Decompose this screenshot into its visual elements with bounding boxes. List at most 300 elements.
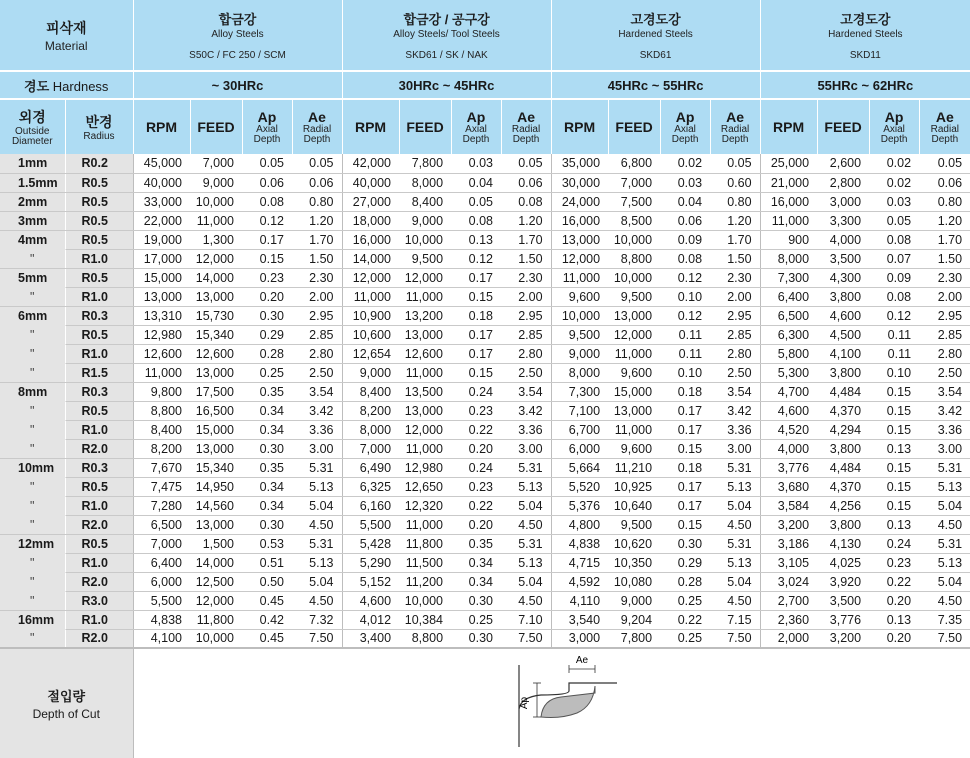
value-cell: 0.12 [242, 211, 292, 230]
value-cell: 3,776 [817, 610, 869, 629]
value-cell: 5.31 [710, 534, 760, 553]
value-cell: 0.17 [660, 477, 710, 496]
value-cell: 8,000 [342, 420, 399, 439]
value-cell: 4.50 [292, 515, 342, 534]
value-cell: 4,600 [760, 401, 817, 420]
group-title-en: Hardened Steels [618, 29, 693, 40]
value-cell: 6,000 [551, 439, 608, 458]
table-row [0, 610, 970, 629]
value-cell: 4,800 [551, 515, 608, 534]
value-cell: 4,012 [342, 610, 399, 629]
value-cell: 12,650 [399, 477, 451, 496]
value-cell: 4,484 [817, 382, 869, 401]
ae-label: Ae [308, 109, 326, 125]
value-cell: 4.50 [292, 591, 342, 610]
radius-cell: R0.5 [65, 534, 133, 553]
value-cell: 0.30 [451, 591, 501, 610]
outside-diameter-cell: 8mm [0, 382, 65, 401]
radius-cell: R1.0 [65, 553, 133, 572]
value-cell: 15,000 [133, 268, 190, 287]
value-cell: 3,500 [817, 591, 869, 610]
value-cell: 3,024 [760, 572, 817, 591]
value-cell: 0.05 [292, 154, 342, 173]
ap-label: Ap [884, 109, 904, 125]
value-cell: 4.50 [710, 515, 760, 534]
value-cell: 4,500 [817, 325, 869, 344]
value-cell: 11,500 [399, 553, 451, 572]
value-cell: 10,350 [608, 553, 660, 572]
ae-header [919, 99, 970, 154]
value-cell: 12,000 [399, 268, 451, 287]
value-cell: 12,600 [399, 344, 451, 363]
value-cell: 45,000 [133, 154, 190, 173]
value-cell: 0.06 [660, 211, 710, 230]
value-cell: 5.04 [919, 496, 970, 515]
value-cell: 5.04 [292, 572, 342, 591]
value-cell: 8,400 [133, 420, 190, 439]
value-cell: 0.30 [660, 534, 710, 553]
value-cell: 10,620 [608, 534, 660, 553]
value-cell: 5.31 [501, 458, 551, 477]
ap-header [242, 99, 292, 154]
value-cell: 0.80 [919, 192, 970, 211]
value-cell: 40,000 [342, 173, 399, 192]
ae-header [292, 99, 342, 154]
radius-cell: R1.0 [65, 610, 133, 629]
table-row [0, 553, 970, 572]
ae-sub1: Radial [930, 124, 959, 135]
ap-sub2: Depth [880, 134, 908, 145]
value-cell: 3,800 [817, 287, 869, 306]
value-cell: 5,290 [342, 553, 399, 572]
value-cell: 19,000 [133, 230, 190, 249]
value-cell: 5.04 [710, 496, 760, 515]
value-cell: 3,800 [817, 363, 869, 382]
value-cell: 9,000 [399, 211, 451, 230]
ap-label: Ap [466, 109, 486, 125]
value-cell: 0.30 [242, 306, 292, 325]
od-label-en1: Outside [15, 126, 50, 137]
value-cell: 3,200 [760, 515, 817, 534]
value-cell: 12,000 [190, 249, 242, 268]
value-cell: 0.13 [869, 610, 919, 629]
value-cell: 0.05 [869, 211, 919, 230]
hardness-label-ko: 경도 [24, 78, 50, 94]
value-cell: 4.50 [501, 515, 551, 534]
value-cell: 0.12 [869, 306, 919, 325]
radius-cell: R0.5 [65, 477, 133, 496]
value-cell: 4,838 [551, 534, 608, 553]
radius-cell: R0.3 [65, 382, 133, 401]
value-cell: 2.85 [292, 325, 342, 344]
feed-label: FEED [197, 119, 235, 135]
group-header-1 [133, 0, 342, 71]
value-cell: 0.08 [869, 230, 919, 249]
feed-header [608, 99, 660, 154]
value-cell: 0.23 [242, 268, 292, 287]
value-cell: 0.17 [242, 230, 292, 249]
value-cell: 3,680 [760, 477, 817, 496]
value-cell: 3,584 [760, 496, 817, 515]
value-cell: 12,000 [551, 249, 608, 268]
value-cell: 3.54 [919, 382, 970, 401]
value-cell: 0.02 [869, 154, 919, 173]
value-cell: 0.15 [869, 477, 919, 496]
table-row [0, 629, 970, 648]
value-cell: 14,000 [190, 553, 242, 572]
value-cell: 4,520 [760, 420, 817, 439]
value-cell: 5,300 [760, 363, 817, 382]
hardness-range-2: 30HRc ~ 45HRc [342, 71, 551, 99]
value-cell: 11,000 [399, 287, 451, 306]
value-cell: 12,600 [190, 344, 242, 363]
value-cell: 4,370 [817, 401, 869, 420]
radius-cell: R0.5 [65, 268, 133, 287]
value-cell: 8,800 [608, 249, 660, 268]
value-cell: 0.34 [242, 496, 292, 515]
value-cell: 4,600 [342, 591, 399, 610]
value-cell: 13,000 [608, 306, 660, 325]
value-cell: 0.06 [292, 173, 342, 192]
value-cell: 7,280 [133, 496, 190, 515]
value-cell: 4,100 [817, 344, 869, 363]
table-row [0, 458, 970, 477]
ap-sub2: Depth [462, 134, 490, 145]
value-cell: 3,186 [760, 534, 817, 553]
value-cell: 15,000 [608, 382, 660, 401]
value-cell: 5.31 [710, 458, 760, 477]
rpm-label: RPM [354, 119, 387, 135]
value-cell: 5.04 [501, 496, 551, 515]
group-title-en: Hardened Steels [828, 29, 903, 40]
value-cell: 5.04 [501, 572, 551, 591]
outside-diameter-cell: 6mm [0, 306, 65, 325]
value-cell: 0.13 [869, 439, 919, 458]
value-cell: 16,500 [190, 401, 242, 420]
outside-diameter-cell: " [0, 572, 65, 591]
value-cell: 16,000 [551, 211, 608, 230]
hardness-label-en: Hardness [52, 78, 109, 94]
value-cell: 0.22 [869, 572, 919, 591]
value-cell: 5,428 [342, 534, 399, 553]
radius-header [65, 99, 133, 154]
value-cell: 6,800 [608, 154, 660, 173]
ap-header [660, 99, 710, 154]
value-cell: 7.50 [919, 629, 970, 648]
value-cell: 8,400 [399, 192, 451, 211]
value-cell: 27,000 [342, 192, 399, 211]
outside-diameter-cell: 12mm [0, 534, 65, 553]
value-cell: 2,000 [760, 629, 817, 648]
ap-sub1: Axial [883, 124, 905, 135]
value-cell: 0.18 [451, 306, 501, 325]
value-cell: 24,000 [551, 192, 608, 211]
value-cell: 0.08 [869, 287, 919, 306]
value-cell: 2,700 [760, 591, 817, 610]
outside-diameter-cell: " [0, 287, 65, 306]
value-cell: 4,484 [817, 458, 869, 477]
value-cell: 2.30 [292, 268, 342, 287]
radius-cell: R0.3 [65, 306, 133, 325]
value-cell: 2.00 [501, 287, 551, 306]
value-cell: 2.85 [501, 325, 551, 344]
value-cell: 0.15 [660, 515, 710, 534]
radius-cell: R2.0 [65, 572, 133, 591]
value-cell: 3.36 [292, 420, 342, 439]
value-cell: 2.80 [501, 344, 551, 363]
value-cell: 10,000 [399, 591, 451, 610]
value-cell: 5.04 [710, 572, 760, 591]
value-cell: 12,000 [190, 591, 242, 610]
value-cell: 7,100 [551, 401, 608, 420]
value-cell: 0.45 [242, 629, 292, 648]
value-cell: 0.15 [869, 420, 919, 439]
value-cell: 3.00 [919, 439, 970, 458]
value-cell: 12,500 [190, 572, 242, 591]
value-cell: 5.31 [292, 458, 342, 477]
value-cell: 4,370 [817, 477, 869, 496]
value-cell: 1.70 [919, 230, 970, 249]
value-cell: 0.17 [451, 268, 501, 287]
outside-diameter-cell: " [0, 553, 65, 572]
value-cell: 0.08 [242, 192, 292, 211]
value-cell: 33,000 [133, 192, 190, 211]
value-cell: 5,500 [342, 515, 399, 534]
ap-sub1: Axial [256, 124, 278, 135]
value-cell: 15,730 [190, 306, 242, 325]
radius-cell: R3.0 [65, 591, 133, 610]
value-cell: 6,000 [133, 572, 190, 591]
value-cell: 3.00 [501, 439, 551, 458]
radius-cell: R1.0 [65, 496, 133, 515]
value-cell: 12,320 [399, 496, 451, 515]
value-cell: 0.05 [710, 154, 760, 173]
value-cell: 14,000 [342, 249, 399, 268]
value-cell: 0.04 [660, 192, 710, 211]
value-cell: 0.53 [242, 534, 292, 553]
value-cell: 3.54 [501, 382, 551, 401]
value-cell: 2.80 [919, 344, 970, 363]
radius-cell: R2.0 [65, 629, 133, 648]
hardness-range-4: 55HRc ~ 62HRc [760, 71, 970, 99]
radius-cell: R0.2 [65, 154, 133, 173]
table-row [0, 534, 970, 553]
outside-diameter-cell: " [0, 249, 65, 268]
group-materials: SKD11 [849, 50, 881, 61]
radius-cell: R1.0 [65, 344, 133, 363]
value-cell: 11,210 [608, 458, 660, 477]
value-cell: 12,654 [342, 344, 399, 363]
value-cell: 7,475 [133, 477, 190, 496]
value-cell: 4,110 [551, 591, 608, 610]
value-cell: 0.05 [451, 192, 501, 211]
value-cell: 2.80 [710, 344, 760, 363]
value-cell: 0.20 [869, 591, 919, 610]
value-cell: 5.13 [501, 477, 551, 496]
value-cell: 11,000 [190, 211, 242, 230]
value-cell: 0.09 [660, 230, 710, 249]
radius-cell: R0.5 [65, 211, 133, 230]
value-cell: 1.50 [292, 249, 342, 268]
value-cell: 0.13 [451, 230, 501, 249]
value-cell: 1,500 [190, 534, 242, 553]
value-cell: 0.17 [451, 325, 501, 344]
value-cell: 13,200 [399, 306, 451, 325]
value-cell: 2.95 [501, 306, 551, 325]
group-materials: S50C / FC 250 / SCM [189, 50, 286, 61]
value-cell: 7.10 [501, 610, 551, 629]
value-cell: 9,500 [608, 287, 660, 306]
radius-cell: R1.0 [65, 420, 133, 439]
hardness-header [0, 71, 133, 99]
value-cell: 7.32 [292, 610, 342, 629]
table-row [0, 496, 970, 515]
value-cell: 0.15 [869, 458, 919, 477]
material-label-en: Material [44, 38, 88, 53]
value-cell: 11,000 [399, 363, 451, 382]
value-cell: 9,500 [551, 325, 608, 344]
table-row [0, 363, 970, 382]
value-cell: 1.70 [710, 230, 760, 249]
value-cell: 14,950 [190, 477, 242, 496]
value-cell: 8,800 [133, 401, 190, 420]
ap-label: Ap [518, 696, 530, 710]
value-cell: 3.36 [919, 420, 970, 439]
value-cell: 5.13 [919, 477, 970, 496]
outside-diameter-cell: 1mm [0, 154, 65, 173]
outside-diameter-cell: " [0, 363, 65, 382]
table-row [0, 154, 970, 173]
value-cell: 13,000 [399, 325, 451, 344]
value-cell: 4,838 [133, 610, 190, 629]
ae-label: Ae [517, 109, 535, 125]
value-cell: 4.50 [919, 591, 970, 610]
value-cell: 3.42 [919, 401, 970, 420]
outside-diameter-cell: " [0, 591, 65, 610]
outside-diameter-cell: " [0, 420, 65, 439]
value-cell: 0.09 [869, 268, 919, 287]
table-row [0, 268, 970, 287]
value-cell: 1.70 [292, 230, 342, 249]
value-cell: 6,300 [760, 325, 817, 344]
table-row [0, 382, 970, 401]
ae-label: Ae [726, 109, 745, 125]
value-cell: 13,000 [551, 230, 608, 249]
value-cell: 11,000 [760, 211, 817, 230]
value-cell: 3.00 [292, 439, 342, 458]
value-cell: 0.03 [869, 192, 919, 211]
table-row [0, 173, 970, 192]
value-cell: 0.13 [869, 515, 919, 534]
value-cell: 9,500 [608, 515, 660, 534]
value-cell: 3,200 [817, 629, 869, 648]
value-cell: 1.70 [501, 230, 551, 249]
group-header-2 [342, 0, 551, 71]
value-cell: 1.50 [919, 249, 970, 268]
outside-diameter-cell: " [0, 515, 65, 534]
group-header-3 [551, 0, 760, 71]
value-cell: 8,200 [133, 439, 190, 458]
feed-label: FEED [406, 119, 444, 135]
value-cell: 0.06 [242, 173, 292, 192]
value-cell: 12,980 [133, 325, 190, 344]
table-row [0, 477, 970, 496]
value-cell: 2.30 [501, 268, 551, 287]
value-cell: 5.31 [919, 534, 970, 553]
value-cell: 0.45 [242, 591, 292, 610]
value-cell: 5.31 [919, 458, 970, 477]
value-cell: 9,600 [608, 439, 660, 458]
value-cell: 4,715 [551, 553, 608, 572]
rpm-label: RPM [564, 119, 596, 135]
ae-label: Ae [575, 655, 588, 666]
outside-diameter-cell: " [0, 401, 65, 420]
value-cell: 0.11 [660, 344, 710, 363]
value-cell: 4,256 [817, 496, 869, 515]
value-cell: 8,000 [399, 173, 451, 192]
value-cell: 10,600 [342, 325, 399, 344]
value-cell: 7,670 [133, 458, 190, 477]
material-header [0, 0, 133, 71]
rpm-header [760, 99, 817, 154]
value-cell: 0.20 [451, 439, 501, 458]
value-cell: 4.50 [501, 591, 551, 610]
value-cell: 9,600 [608, 363, 660, 382]
feed-header [399, 99, 451, 154]
table-row [0, 287, 970, 306]
value-cell: 17,000 [133, 249, 190, 268]
value-cell: 11,000 [608, 420, 660, 439]
radius-cell: R1.5 [65, 363, 133, 382]
value-cell: 12,600 [133, 344, 190, 363]
value-cell: 0.18 [660, 458, 710, 477]
value-cell: 13,000 [190, 363, 242, 382]
value-cell: 3,800 [817, 515, 869, 534]
value-cell: 7.50 [710, 629, 760, 648]
value-cell: 0.25 [451, 610, 501, 629]
depth-of-cut-diagram-cell [133, 648, 970, 758]
value-cell: 0.34 [451, 553, 501, 572]
ae-header [501, 99, 551, 154]
value-cell: 7,800 [399, 154, 451, 173]
value-cell: 0.02 [660, 154, 710, 173]
cut-region [541, 686, 595, 718]
outside-diameter-cell: " [0, 496, 65, 515]
value-cell: 6,500 [133, 515, 190, 534]
value-cell: 11,800 [399, 534, 451, 553]
value-cell: 11,000 [608, 344, 660, 363]
value-cell: 0.15 [660, 439, 710, 458]
value-cell: 3.54 [710, 382, 760, 401]
group-materials: SKD61 / SK / NAK [405, 50, 488, 61]
value-cell: 0.80 [710, 192, 760, 211]
group-materials: SKD61 [639, 50, 672, 61]
value-cell: 2.95 [292, 306, 342, 325]
radius-cell: R0.5 [65, 173, 133, 192]
radius-label-en: Radius [83, 131, 115, 142]
hardness-range-1: ~ 30HRc [133, 71, 342, 99]
value-cell: 8,200 [342, 401, 399, 420]
ae-label: Ae [935, 109, 954, 125]
value-cell: 9,000 [551, 344, 608, 363]
ae-header [710, 99, 760, 154]
value-cell: 10,080 [608, 572, 660, 591]
ap-sub2: Depth [671, 134, 699, 145]
group-title-ko: 고경도강 [630, 12, 681, 27]
value-cell: 12,000 [342, 268, 399, 287]
value-cell: 2.00 [292, 287, 342, 306]
value-cell: 0.29 [242, 325, 292, 344]
